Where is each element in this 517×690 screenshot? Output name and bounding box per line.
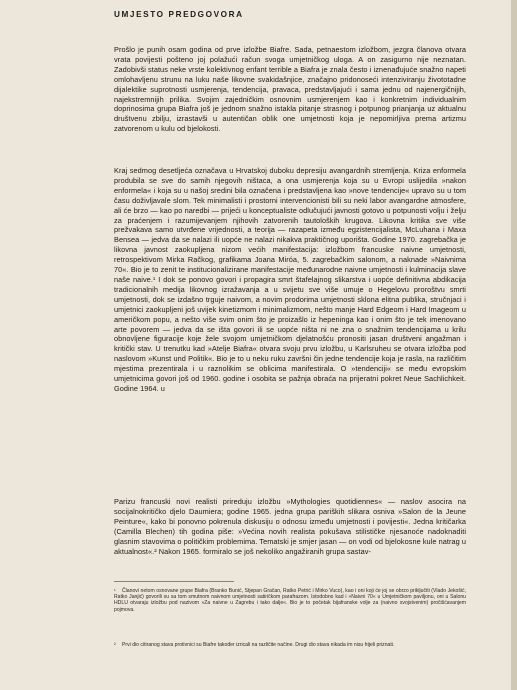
footnote-1-number: ¹: [114, 588, 116, 594]
footnote-2-text: Prvi dio citiranog stava protivnici su Biafre također izricali na različite načine. Drugi dio stava nikada im nisu htjeli priznati.: [122, 642, 395, 648]
footnote-1-text: Članovi netom osnovane grupe Biafra (Branko Bunić, Stjepan Gračan, Ratko Petrić i Mirko Vuco), kao i oni koji će joj se obrzo priključiti (Vlado Jekošić, Ratko Janjić) govorili su sa tom smutnom naivnom umjetnosti satiričkom parafrazom. Istodobno kad i »Naivni 70« u Umjetničkom paviljonu, oni u Salonu HDLU otvaraju izložbu pod nazivom »Za naivne u Zagrebu i tako dalje«. Bio je to početak bijafranske volje za (naivno svojstvenim) pročišćavanjem pojmova.: [114, 588, 466, 613]
footnote-2: [114, 642, 466, 648]
footnote-1: [114, 588, 466, 613]
paragraph-1: Prošlo je punih osam godina od prve izložbe Biafre. Sada, petnaestom izložbom, jezgra članova otvara vrata povijesti pošteno joj polažući račun svoga umjetničkog uloga. A on zasigurno nije neznatan. Zadobivši status neke vrste kolektivnog enfant terrible a Biafra je znala često i iznenađujuće snažno napeti omlohavljenu strunu na luku naše likovne svakidašnjice, značajno pridonoseći intenziviranju živototadne dijalektike suprotnosti usmjerenja, tendencija, pravaca, predstavljajući i sama jednu od najenergičnijih, najekstremnijih prilika. Svojim zajedničkim osnovnim usmjerenjem kao i konkretnim individualnim doprinosima grupa Biafra još je jednom snažno istakla pitanje strasnog i potpunog prianjanja uz aktualnu društvenu zbilju, izrastavši u autentičan oblik one umjetnosti koja je nepomirljiva prema artizmu zatvorenom u kulu od bjelokosti.: [114, 45, 466, 134]
chapter-heading: UMJESTO PREDGOVORA: [114, 10, 244, 19]
paragraph-2: Kraj sedmog desetljeća označava u Hrvatskoj duboku depresiju avangardnih stremljenja. Kriza enformela produbila se sve do samih njegovih ništaca, a ona usmjerenja koja su u Evropi uslijedila »nakon enformela« i koja su u našoj sredini bila označena i predstavljena kao »nove tendencije« upravo su u tom času doživljavale slom. Tek minimalisti i prostorni intervencionisti bili su neki labor avangardne atmosfere, ali će brzo — kao po naredbi — prijeći u konceptualiste odlučujući javnosti gotovo u potpunosti volju i želju za praćenjem i razumijevanjem njihovih zatvorenih tautoloških krugova. Likovna kritika sve više prežvakava samo utvrđene vrijednosti, a teorija — razapeta između egzistencijalista, McLuhana i Maxa Bensea — jedva da se nalazi ili uopće ne nalazi nikakva praktičnog uporišta. Godine 1970. zagrebačka je likovna javnost zaokupljena nizom većih manifestacija: izložbom francuske naivne umjetnosti, retrospektivom Mirka Račkog, grafikama Joana Miróa, 5. zagrebačkim salonom, a naknade »Naivnima 70«. Bio je to zenit te institucionalizirane manifestacije međunarodne naivne umjetnosti i kulminacija slave naše naive.¹ I dok se ponovo govori i propagira smrt štafelajnog slikarstva i uopće definitivna abdikacija tradicionalnih medija likovnog izražavanja a u svijetu sve više umuje o Hegelovu proroštvu smrti umjetnosti, dok se izdašno trguje naivom, a novim prodorima umjetnosti sklona elitna publika, stručnjaci i umjetnici zaokupljeni još uvijek kinetizmom i minimalizmom, nešto manje Hard Edgeom i Hard Imageom u američkom popu, a nešto više svim onim što je proizašlo iz hepeninga kao i onim što je tek imenovano arte povorem — jedva da se išta govori ili se uopće ništa ni ne zna o snažnim tendencijama u krilu obnovljene figuracije koje žele svojom umjetničkom djelatnošću pronositi jasan društveni angažman i kritički stav. U trenutku kad »Atelje Biafra« otvara svoju prvu izložbu, u Karlsruheu se otvara izložba pod naslovom »Kunst und Politik«. Bio je to u neku ruku završni čin jedne tendencije koja je rasla, na različitim mjestima prezentirala i u raznolikim se oblicima manifestirala. O »tendenciji« se među evropskim umjetnicima govori još od 1960. godine i osobita se pažnja obraća na prijeratni pokret Neue Sachlichkeit. Godine 1964. u: [114, 166, 466, 393]
paragraph-3: Parizu francuski novi realisti prireduju izložbu »Mythologies quotidiennes« — naslov asocira na socijalnokritičko djelo Daumiera; godine 1965. jedna grupa pariških slikara osniva »Salon de la Jeune Peinture«, kako bi ponovno pokrenula diskusiju o odnosu između umjetnosti i povijesti«. Jedna kritičarka (Camilla Blechen) tih godina piše: »Većina novih realista pokušava stilističke njesanoće nadoknaditi glasnim stavovima o političkim problemima. Tematski je smjer jasan — on vodi od bjelokosne kule natrag u aktualnost«.² Nakon 1965. formiralo se još nekoliko angažiranih grupa sastav-: [114, 497, 466, 556]
footnote-divider: [114, 581, 234, 582]
footnote-2-number: ²: [114, 642, 116, 648]
